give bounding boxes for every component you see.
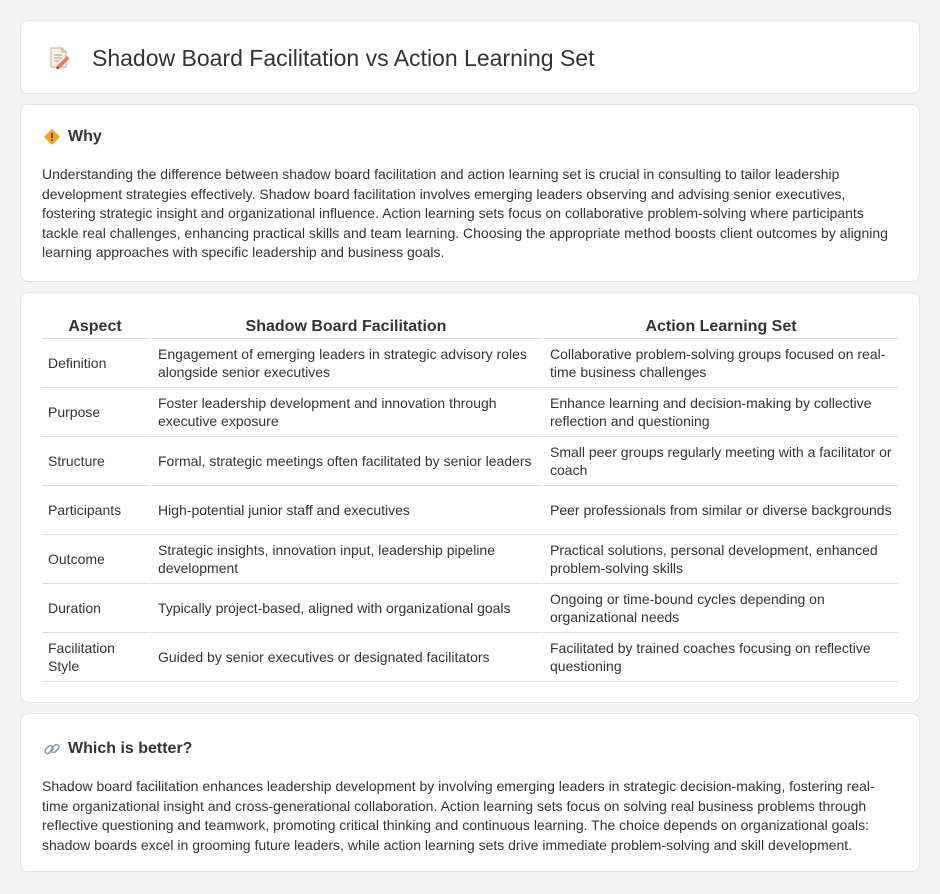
header-card [20,20,920,94]
aspect-cell: Outcome [42,535,148,584]
document-pencil-icon [47,46,71,70]
why-heading: Why [68,128,102,145]
aspect-cell: Facilitation Style [42,633,148,682]
aspect-cell: Structure [42,437,148,486]
table-row [42,388,898,437]
comparison-table [42,315,898,682]
shadow-board-cell: Guided by senior executives or designated facilitators [148,633,540,682]
shadow-board-cell: Formal, strategic meetings often facilitated by senior leaders [148,437,540,486]
shadow-board-cell: High-potential junior staff and executives [148,486,540,535]
aspect-cell: Participants [42,486,148,535]
why-paragraph: Understanding the difference between shadow board facilitation and action learning set is crucial in consulting to tailor leadership development strategies effectively. Shadow board facilitation involves emerging leaders observing and advising senior executives, fostering strategic insight and organizational influence. Action learning sets focus on collaborative problem-solving where participants tackle real challenges, enhancing practical skills and team learning. Choosing the appropriate method boosts client outcomes by aligning learning approaches with specific leadership and business goals. [42,166,888,260]
action-learning-cell: Collaborative problem-solving groups focused on real-time business challenges [540,339,898,388]
table-row [42,535,898,584]
table-row [42,339,898,388]
better-paragraph: Shadow board facilitation enhances leadership development by involving emerging leaders in strategic decision-making, fostering real-time organizational insight and cross-generational collaboration. Action learning sets focus on solving real business problems through reflective questioning and teamwork, promoting critical thinking and continuous learning. The choice depends on organizational goals: shadow boards excel in grooming future leaders, while action learning sets drive immediate problem-solving and skill development. [42,778,875,853]
aspect-cell: Definition [42,339,148,388]
warning-diamond-icon [43,128,61,146]
column-header-aspect: Aspect [42,315,148,339]
action-learning-cell: Ongoing or time-bound cycles depending on organizational needs [540,584,898,633]
comparison-section [20,292,920,703]
which-is-better-section [20,713,920,872]
page-title: Shadow Board Facilitation vs Action Learning Set [92,45,595,71]
shadow-board-cell: Engagement of emerging leaders in strategic advisory roles alongside senior executives [148,339,540,388]
shadow-board-cell: Strategic insights, innovation input, leadership pipeline development [148,535,540,584]
shadow-board-cell: Foster leadership development and innovation through executive exposure [148,388,540,437]
table-header-row [42,315,898,339]
action-learning-cell: Enhance learning and decision-making by collective reflection and questioning [540,388,898,437]
table-row [42,584,898,633]
action-learning-cell: Facilitated by trained coaches focusing on reflective questioning [540,633,898,682]
action-learning-cell: Small peer groups regularly meeting with a facilitator or coach [540,437,898,486]
table-row [42,437,898,486]
action-learning-cell: Peer professionals from similar or diverse backgrounds [540,486,898,535]
aspect-cell: Purpose [42,388,148,437]
why-heading-row [43,127,102,147]
action-learning-cell: Practical solutions, personal development, enhanced problem-solving skills [540,535,898,584]
better-heading: Which is better? [68,740,193,757]
column-header-shadow-board: Shadow Board Facilitation [148,315,540,339]
why-section [20,104,920,282]
aspect-cell: Duration [42,584,148,633]
column-header-action-learning: Action Learning Set [540,315,898,339]
link-icon [43,740,61,758]
table-row [42,633,898,682]
better-heading-row [43,739,192,759]
table-row [42,486,898,535]
shadow-board-cell: Typically project-based, aligned with organizational goals [148,584,540,633]
